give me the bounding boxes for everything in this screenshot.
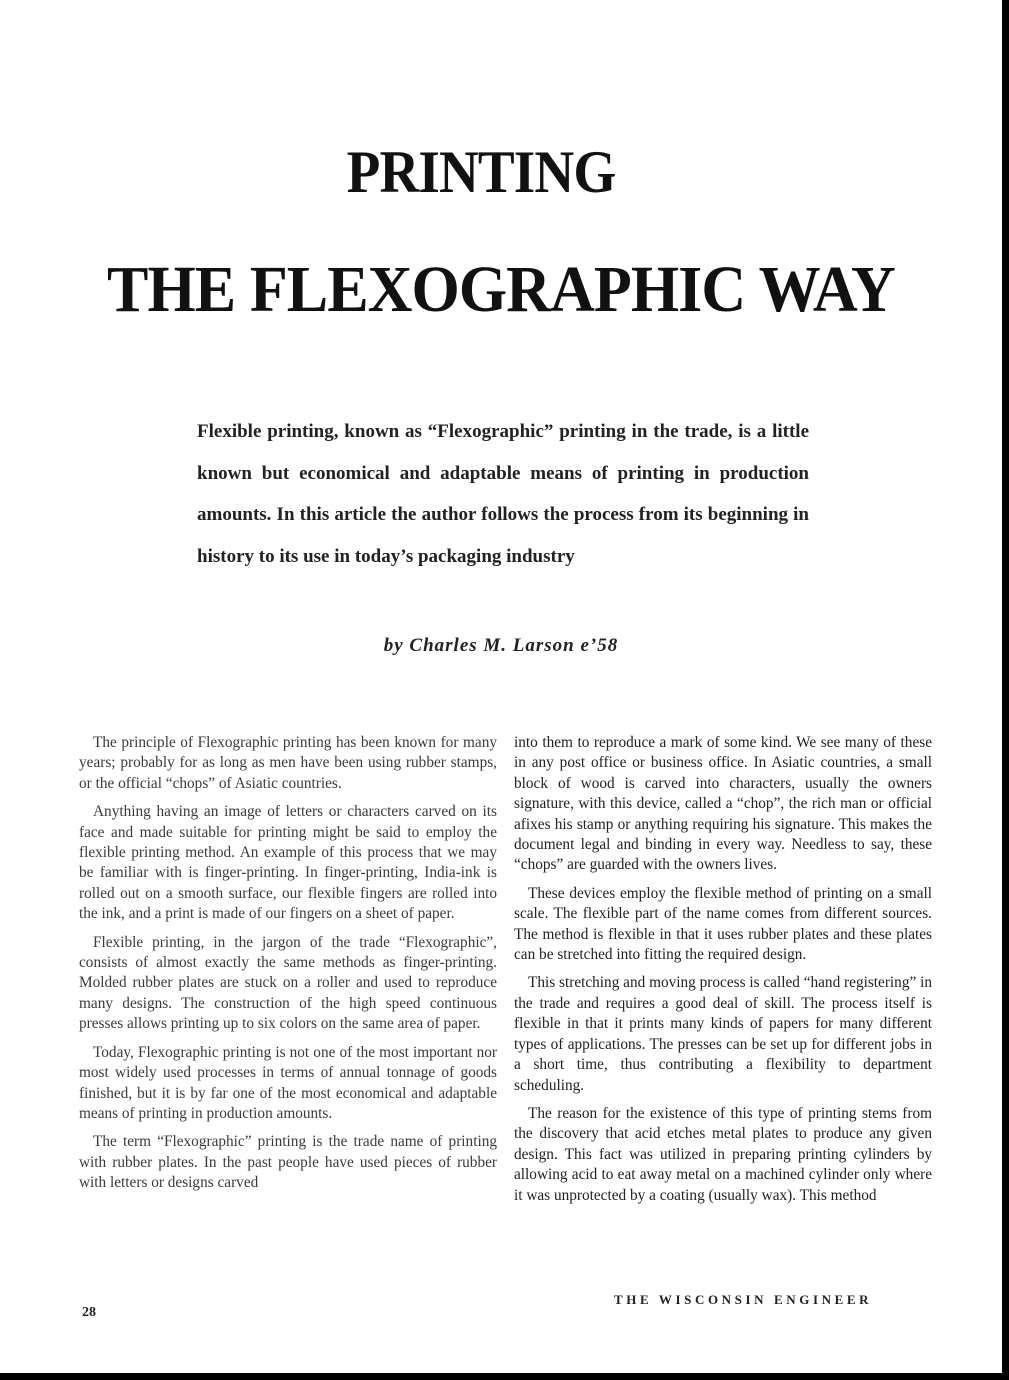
paragraph: The principle of Flexographic printing has been known for many years; probably for as long as men have been using rubber stamps, or the official “chops” of Asiatic countries. xyxy=(79,734,497,792)
paragraph: The term “Flexographic” printing is the trade name of printing with rubber plates. In the past people have used pieces of rubber with letters or designs carved xyxy=(79,1133,497,1192)
article-title-line-1: PRINTING xyxy=(346,139,616,205)
paragraph: These devices employ the flexible method of printing on a small scale. The flexible part of the name comes from different sources. The method is flexible in that it uses rubber plates and these plates can be stretched into fitting the required design. xyxy=(514,884,932,964)
body-column-left xyxy=(79,733,497,1202)
article-deck: Flexible printing, known as “Flexographic” printing in the trade, is a little known but economical and adaptable means of printing in production amounts. In this article the author follows the process from its beginning in history to its use in today’s packaging industry xyxy=(197,421,809,567)
paragraph: Today, Flexographic printing is not one of the most important nor most widely used processes in terms of annual tonnage of goods finished, but it is by far one of the most economical and adaptable means of printing in production amounts. xyxy=(79,1043,497,1122)
paragraph: into them to reproduce a mark of some kind. We see many of these in any post office or business office. In Asiatic countries, a small block of wood is carved into characters, usually the owners signature, with this device, called a “chop”, the rich man or official afixes his stamp or anything requiring his signature. This makes the document legal and binding in every way. Needless to say, these “chops” are guarded with the owners lives. xyxy=(514,734,932,874)
article-title-line-2: THE FLEXOGRAPHIC WAY xyxy=(107,253,895,326)
paragraph: The reason for the existence of this type of printing stems from the discovery that acid etches metal plates to produce any given design. This fact was utilized in preparing printing cylinders by allowing acid to eat away metal on a machined cylinder only where it was unprotected by a coating (usually wax). This method xyxy=(514,1104,932,1204)
body-column-right xyxy=(514,733,932,1214)
byline: by Charles M. Larson e’58 xyxy=(383,635,619,656)
running-footer: THE WISCONSIN ENGINEER xyxy=(614,1292,873,1307)
paragraph: This stretching and moving process is called “hand registering” in the trade and requires a good deal of skill. The process itself is flexible in that it prints many kinds of papers for many different types of applications. The presses can be set up for different jobs in a short time, thus contributing a flexibility to department scheduling. xyxy=(514,974,932,1094)
paragraph: Flexible printing, in the jargon of the trade “Flexographic”, consists of almost exactly the same methods as finger-printing. Molded rubber plates are stuck on a roller and used to reproduce many designs. The construction of the high speed continuous presses allows printing up to six colors on the same area of paper. xyxy=(79,933,497,1033)
page-number: 28 xyxy=(82,1305,96,1320)
paragraph: Anything having an image of letters or characters carved on its face and made suitable for printing might be said to employ the flexible printing method. An example of this process that we may be familiar with is finger-printing. In finger-printing, India-ink is rolled out on a smooth surface, our flexible fingers are rolled into the ink, and a print is made of our fingers on a sheet of paper. xyxy=(79,803,497,923)
